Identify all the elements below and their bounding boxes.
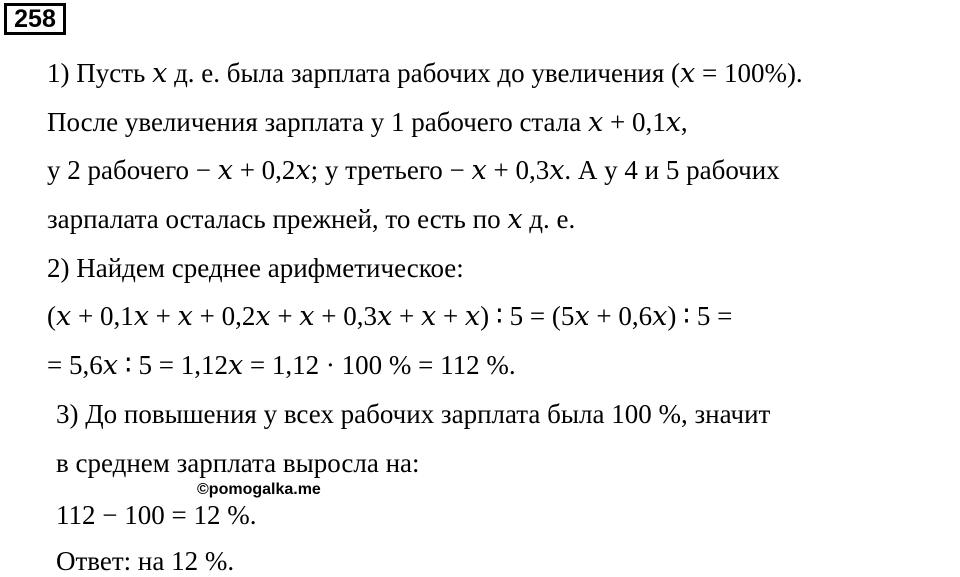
watermark: ©pomogalka.me — [197, 481, 321, 498]
solution-line-7: = 5,6𝑥 ∶ 5 = 1,12𝑥 = 1,12 · 100 % = 112 %. — [47, 350, 516, 380]
solution-line-6: (𝑥 + 0,1𝑥 + 𝑥 + 0,2𝑥 + 𝑥 + 0,3𝑥 + 𝑥 + 𝑥) ∶ 5 = (5𝑥 + 0,6𝑥) ∶ 5 = — [47, 301, 733, 331]
solution-line-5: 2) Найдем среднее арифметическое: — [47, 253, 464, 283]
problem-number-box: 258 — [4, 3, 66, 35]
solution-line-1: 1) Пусть 𝑥 д. е. была зарплата рабочих до увеличения (𝑥 = 100%). — [47, 58, 803, 88]
solution-line-10: 112 − 100 = 12 %. — [56, 500, 257, 530]
solution-line-8: 3) До повышения у всех рабочих зарплата была 100 %, значит — [56, 399, 771, 429]
answer-line: Ответ: на 12 %. — [56, 546, 235, 576]
solution-line-2: После увеличения зарплата у 1 рабочего стала 𝑥 + 0,1𝑥, — [47, 107, 688, 137]
solution-line-4: зарпалата осталась прежней, то есть по 𝑥 д. е. — [47, 204, 576, 234]
solution-line-3: у 2 рабочего − 𝑥 + 0,2𝑥; у третьего − 𝑥 + 0,3𝑥. А у 4 и 5 рабочих — [47, 155, 780, 185]
solution-line-9: в среднем зарплата выросла на: — [56, 448, 420, 478]
